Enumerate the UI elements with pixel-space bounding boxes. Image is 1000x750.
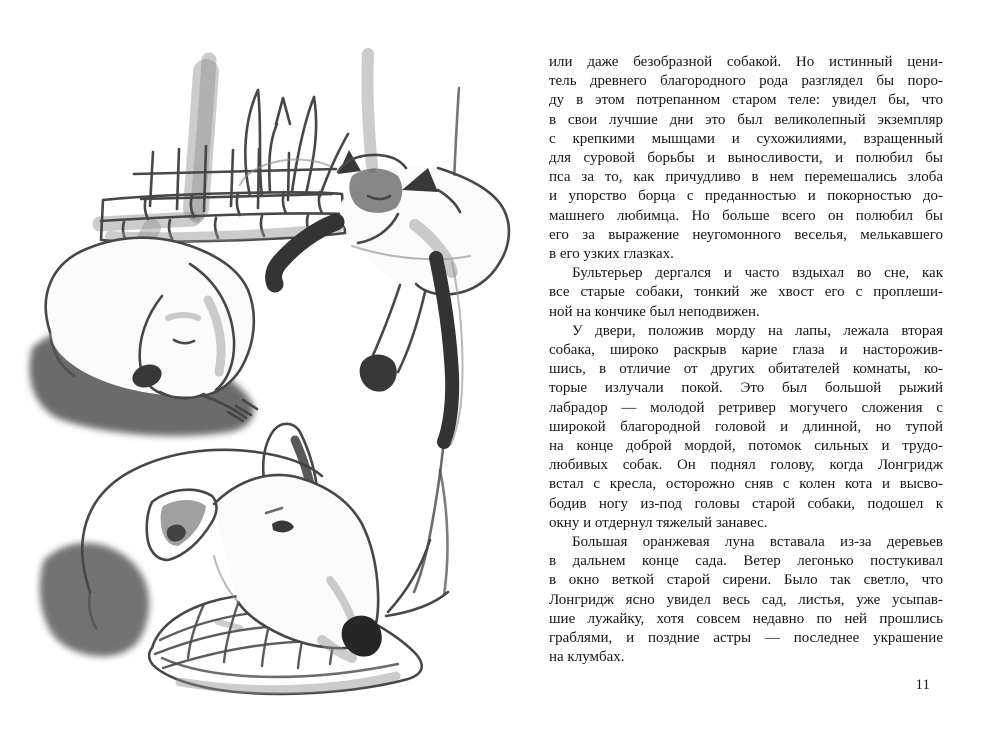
text-line: все старые собаки, тонкий же хвост его с проплеши- — [549, 284, 943, 301]
text-line: У двери, положив морду на лапы, лежала вторая — [572, 322, 943, 339]
text-line: ду в этом потрепанном старом теле: увидел бы, что — [549, 92, 943, 109]
text-line: в окно веткой старой сирени. Было так светло, что — [549, 572, 943, 589]
text-line: в его узких глазках. — [549, 246, 674, 263]
page-number: 11 — [915, 677, 930, 693]
text-line: шие лужайку, хотя совсем недавно по ней прошлись — [549, 610, 943, 627]
text-line: пса за то, как причудливо в нем перемешались злоба — [549, 169, 943, 186]
text-line: в свои лучшие дни это был великолепный экземпляр — [549, 111, 943, 128]
text-column — [549, 53, 943, 668]
text-line: и упорство борца с преданностью и покорностью до- — [549, 188, 943, 205]
text-line: встал с кресла, осторожно сняв с колен кота и высво- — [549, 476, 943, 493]
text-line: для суровой борьбы и выносливости, и полюбил бы — [549, 150, 943, 167]
text-line: на конце доброй мордой, потомок сильных и трудо- — [549, 438, 943, 455]
text-line: шись, в отличие от других обитателей комнаты, ко- — [549, 361, 943, 378]
text-line: с крепкими мышцами и сухожилиями, взращенный — [549, 130, 943, 147]
text-line: в дальнем конце сада. Ветер легонько постукивал — [549, 553, 943, 570]
text-line: тель древнего благородного рода разглядел бы поро- — [549, 73, 943, 90]
text-line: лабрадор — молодой ретривер могучего сложения с — [549, 399, 943, 416]
text-line: Большая оранжевая луна вставала из-за деревьев — [572, 534, 943, 551]
text-line: бодив ногу из-под головы старой собаки, подошел к — [549, 495, 943, 512]
bull-terrier-shadow — [40, 543, 240, 657]
text-line: окну и отдернул тяжелый занавес. — [549, 514, 768, 531]
text-line: или даже безобразной собакой. Но истинный цени- — [549, 54, 943, 70]
text-line: машнего любимца. Но больше всего он полюбил бы — [549, 207, 943, 224]
text-line: на клумбах. — [549, 649, 625, 666]
text-line: любивых собак. Он поднял голову, когда Лонгридж — [549, 457, 943, 474]
text-line: Бультерьер дергался и часто вздыхал во сне, как — [572, 265, 943, 282]
text-line: Лонгридж ясно увидел весь сад, листья, уже усыпав- — [549, 591, 943, 608]
text-line: ной на кончике был неподвижен. — [549, 303, 760, 320]
text-line: собака, широко раскрыв карие глаза и насторожив- — [549, 342, 943, 359]
text-line: его за выражение неугомонного веселья, мелькавшего — [549, 226, 943, 243]
text-line: граблями, и поздние астры — последнее украшение — [549, 630, 943, 647]
labrador-dog — [29, 238, 257, 436]
text-line: широкой благородной головой и длинной, но тупой — [549, 418, 943, 435]
text-line: торые излучали покой. Это был большой рыжий — [549, 380, 943, 397]
